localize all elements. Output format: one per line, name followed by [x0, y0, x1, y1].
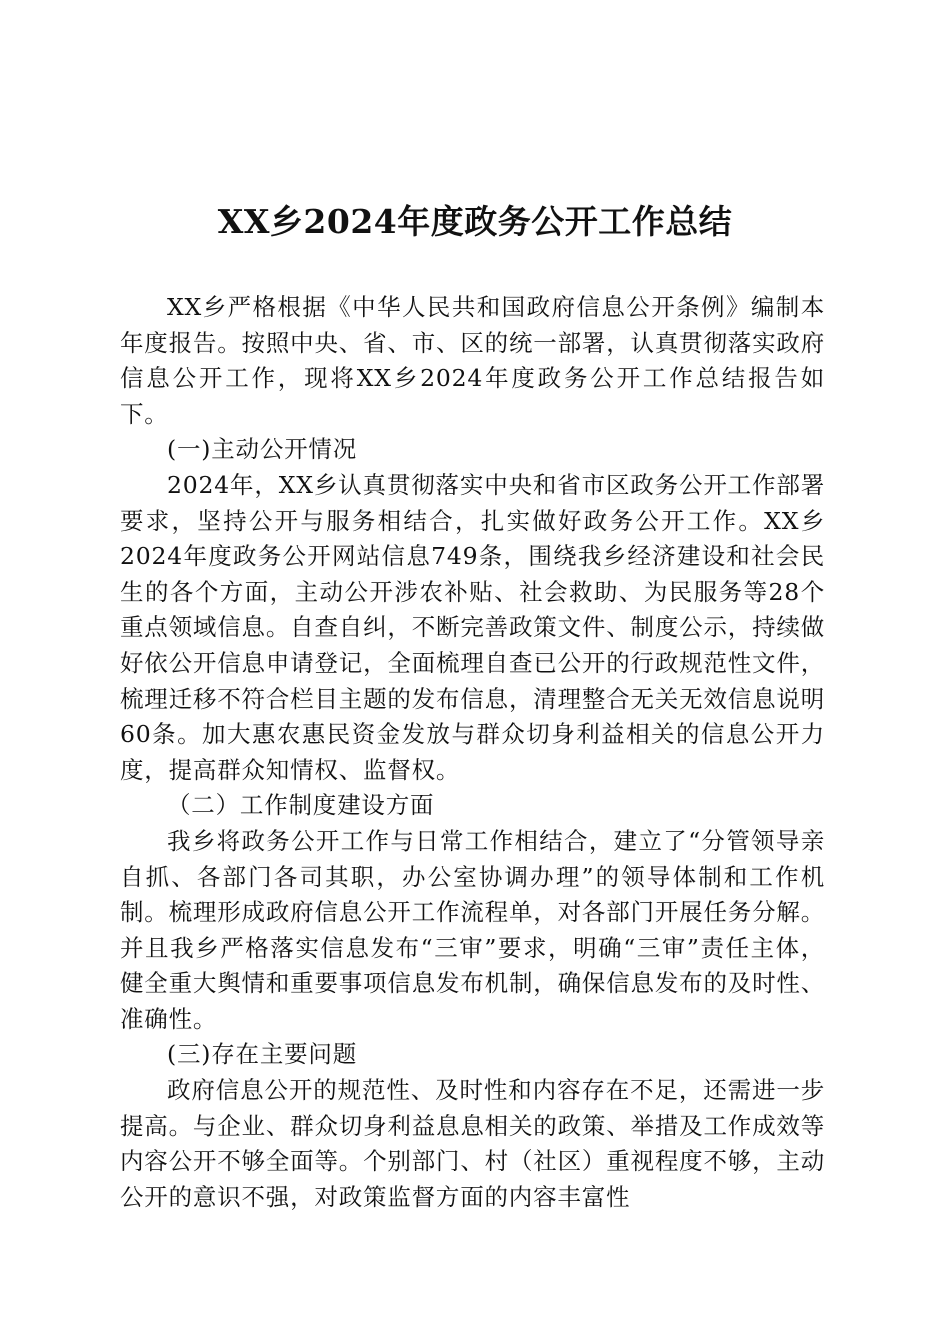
- document-body: [120, 290, 825, 1215]
- intro-paragraph: XX乡严格根据《中华人民共和国政府信息公开条例》编制本年度报告。按照中央、省、市、区的统一部署，认真贯彻落实政府信息公开工作，现将XX乡2024年度政务公开工作总结报告如下。: [120, 293, 825, 428]
- section-heading-active-disclosure: (一)主动公开情况: [167, 435, 358, 464]
- section-body-active-disclosure: 2024年，XX乡认真贯彻落实中央和省市区政务公开工作部署要求，坚持公开与服务相结合，扎实做好政务公开工作。XX乡2024年度政务公开网站信息749条，围绕我乡经济建设和社会民生的各个方面，主动公开涉农补贴、社会救助、为民服务等28个重点领域信息。自查自纠，不断完善政策文件、制度公示，持续做好依公开信息申请登记，全面梳理自查已公开的行政规范性文件，梳理迁移不符合栏目主题的发布信息，清理整合无关无效信息说明60条。加大惠农惠民资金发放与群众切身利益相关的信息公开力度，提高群众知情权、监督权。: [120, 470, 825, 784]
- section-body-system-building: 我乡将政务公开工作与日常工作相结合，建立了“分管领导亲自抓、各部门各司其职，办公室协调办理”的领导体制和工作机制。梳理形成政府信息公开工作流程单，对各部门开展任务分解。并且我乡严格落实信息发布“三审”要求，明确“三审”责任主体，健全重大舆情和重要事项信息发布机制，确保信息发布的及时性、准确性。: [120, 826, 825, 1033]
- section-heading-main-problems: (三)存在主要问题: [167, 1040, 358, 1069]
- section-heading-system-building: （二）工作制度建设方面: [167, 791, 435, 820]
- document-title: XX乡2024年度政务公开工作总结: [217, 202, 733, 241]
- section-body-main-problems: 政府信息公开的规范性、及时性和内容存在不足，还需进一步提高。与企业、群众切身利益息息相关的政策、举措及工作成效等内容公开不够全面等。个别部门、村（社区）重视程度不够，主动公开的意识不强，对政策监督方面的内容丰富性: [120, 1076, 825, 1211]
